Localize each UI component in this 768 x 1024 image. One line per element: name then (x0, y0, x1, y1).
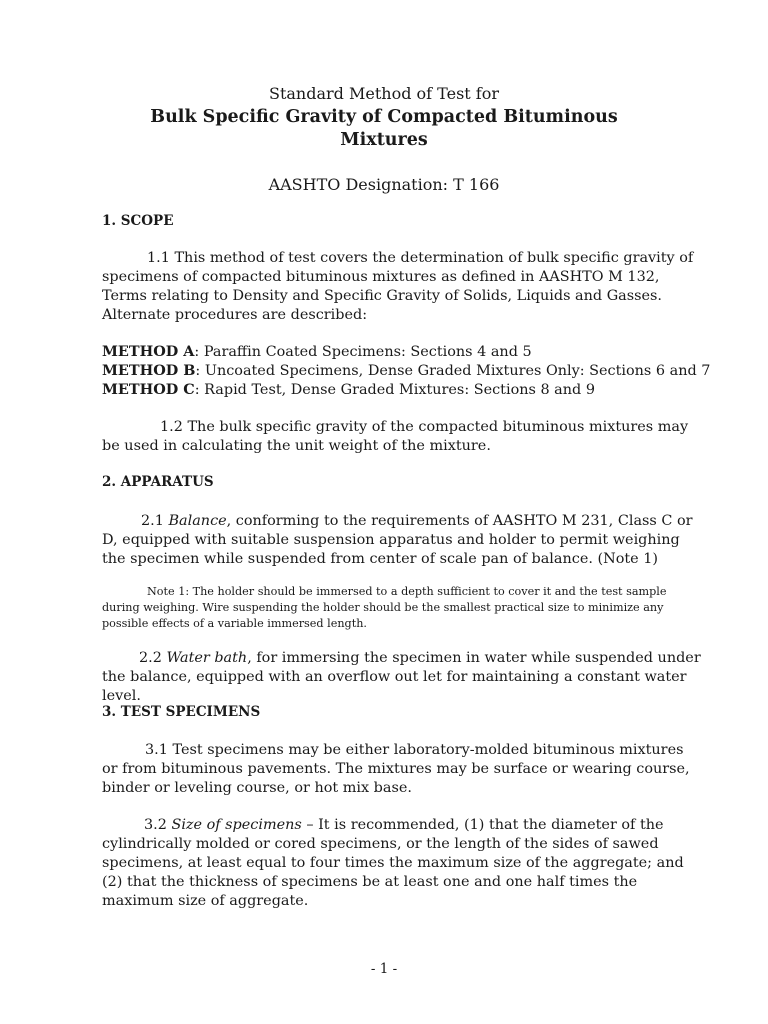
method-b-text: : Uncoated Specimens, Dense Graded Mixtures Only: Sections 6 and 7 (195, 363, 711, 379)
section-heading-apparatus: 2. APPARATUS (102, 474, 214, 490)
note-1: Note 1: The holder should be immersed to a depth sufficient to cover it and the test sample during weighing. Wire suspending the holder should be the smallest practical size to minimize any possible effects of a variable immersed length. (102, 585, 667, 630)
paragraph-3-2: 3.2 Size of specimens – It is recommended, (1) that the diameter of the cylindrically molded or cored specimens, or the length of the sides of sawed specimens, at least equal to four times the maximum size of the aggregate; and (2) that the thickness of specimens be at least one and one half times the maximum size of aggregate. (102, 817, 684, 909)
section-heading-test-specimens: 3. TEST SPECIMENS (102, 704, 261, 720)
method-a-text: : Paraffin Coated Specimens: Sections 4 and 5 (194, 344, 532, 360)
method-b-label: METHOD B (102, 362, 196, 379)
aashto-designation: AASHTO Designation: T 166 (268, 175, 500, 194)
paragraph-3-1: 3.1 Test specimens may be either laboratory-molded bituminous mixtures or from bituminous pavements. The mixtures may be surface or wearing course, binder or leveling course, or hot mix base. (102, 742, 690, 796)
document-subtitle: Standard Method of Test for (268, 84, 499, 103)
section-heading-scope: 1. SCOPE (102, 213, 174, 229)
method-c-text: : Rapid Test, Dense Graded Mixtures: Sections 8 and 9 (194, 382, 595, 398)
page-number: - 1 - (370, 961, 398, 977)
method-c-label: METHOD C (102, 381, 195, 398)
document-title-line2: Mixtures (340, 130, 428, 150)
paragraph-1-2: 1.2 The bulk specific gravity of the compacted bituminous mixtures may be used in calculating the unit weight of the mixture. (102, 419, 689, 454)
method-c-line (102, 381, 595, 398)
paragraph-2-1: 2.1 Balance, conforming to the requirements of AASHTO M 231, Class C or D, equipped with suitable suspension apparatus and holder to permit weighing the specimen while suspended from center of scale pan of balance. (Note 1) (102, 513, 693, 567)
document-title-line1: Bulk Specific Gravity of Compacted Bituminous (150, 107, 618, 127)
method-b-line (102, 362, 710, 379)
term-size-of-specimens: Size of specimens (171, 817, 302, 833)
method-a-label: METHOD A (102, 343, 195, 360)
term-balance: Balance (168, 513, 227, 529)
method-a-line (102, 343, 532, 360)
paragraph-2-2: 2.2 Water bath, for immersing the specimen in water while suspended under the balance, equipped with an overflow out let for maintaining a constant water level. (102, 650, 701, 704)
term-water-bath: Water bath (166, 650, 248, 666)
paragraph-1-1: 1.1 This method of test covers the determination of bulk specific gravity of specimens of compacted bituminous mixtures as defined in AASHTO M 132, Terms relating to Density and Specific Gravity of Solids, Liquids and Gasses. Alternate procedures are described: (102, 250, 694, 323)
document-title (0, 106, 768, 152)
